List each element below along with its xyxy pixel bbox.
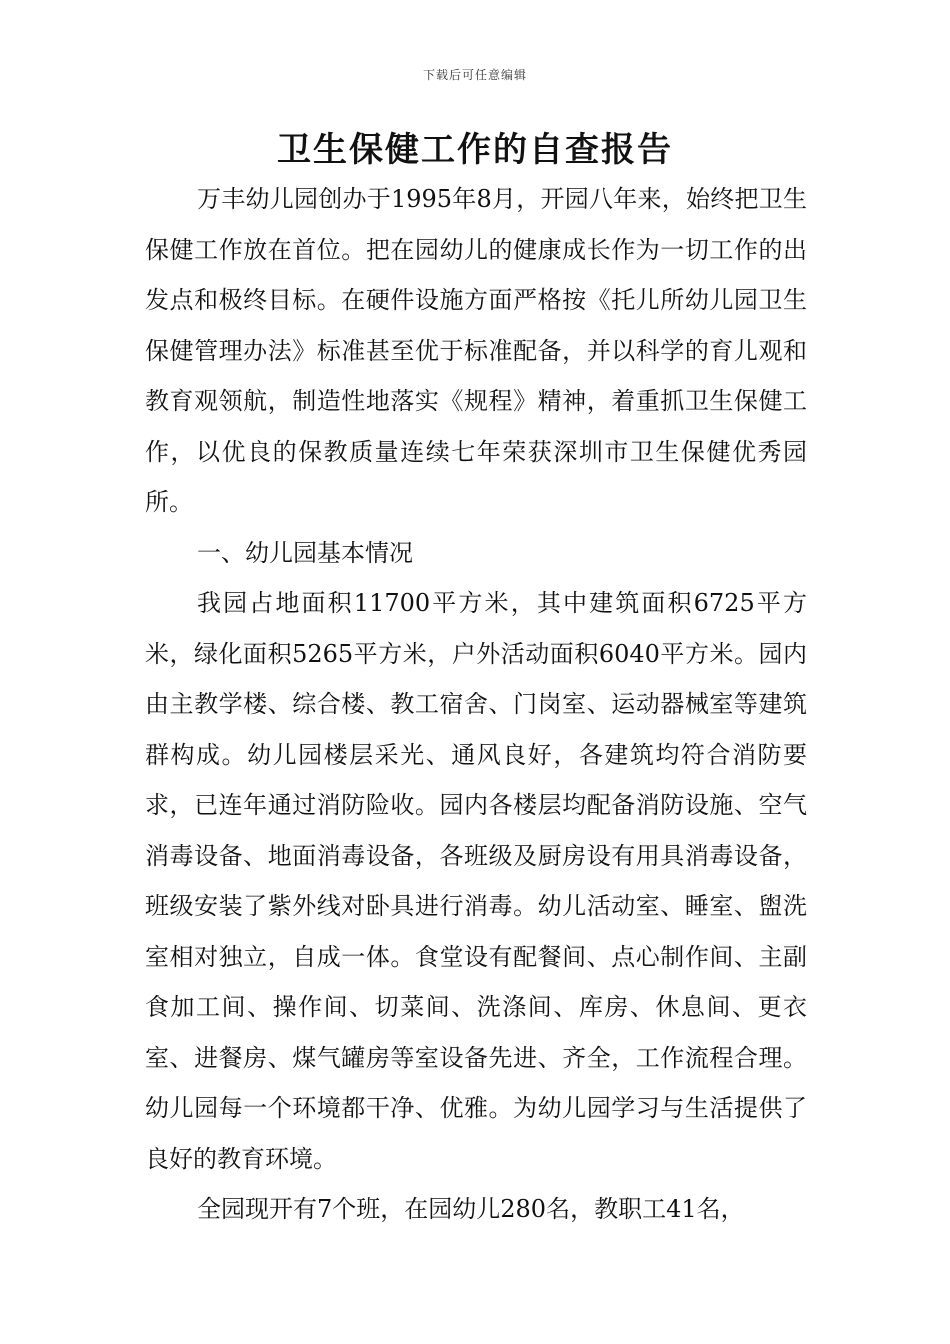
section-heading-basic-info: 一、幼儿园基本情况 (197, 538, 413, 567)
document-title: 卫生保健工作的自查报告 (277, 130, 673, 170)
classes-paragraph: 全园现开有7个班，在园幼儿280名，教职工41名， (197, 1195, 745, 1223)
header-note: 下载后可任意编辑 (422, 68, 527, 82)
document-body (145, 174, 807, 1235)
intro-paragraph: 万丰幼儿园创办于1995年8月，开园八年来，始终把卫生保健工作放在首位。把在园幼儿的健康成长作为一切工作的出发点和极终目标。在硬件设施方面严格按《托儿所幼儿园卫生保健管理办法》标准甚至优于标准配备，并以科学的育儿观和教育观领航，制造性地落实《规程》精神，着重抓卫生保健工作，以优良的保教质量连续七年荣获深圳市卫生保健优秀园所。 (145, 185, 807, 516)
facilities-paragraph: 我园占地面积11700平方米，其中建筑面积6725平方米，绿化面积5265平方米，户外活动面积6040平方米。园内由主教学楼、综合楼、教工宿舍、门岗室、运动器械室等建筑群构成。幼儿园楼层采光、通风良好，各建筑均符合消防要求，已连年通过消防险收。园内各楼层均配备消防设施、空气消毒设备、地面消毒设备，各班级及厨房设有用具消毒设备，班级安装了紫外线对卧具进行消毒。幼儿活动室、睡室、盥洗室相对独立，自成一体。食堂设有配餐间、点心制作间、主副食加工间、操作间、切菜间、洗涤间、库房、休息间、更衣室、进餐房、煤气罐房等室设备先进、齐全，工作流程合理。幼儿园每一个环境都干净、优雅。为幼儿园学习与生活提供了良好的教育环境。 (145, 589, 807, 1173)
